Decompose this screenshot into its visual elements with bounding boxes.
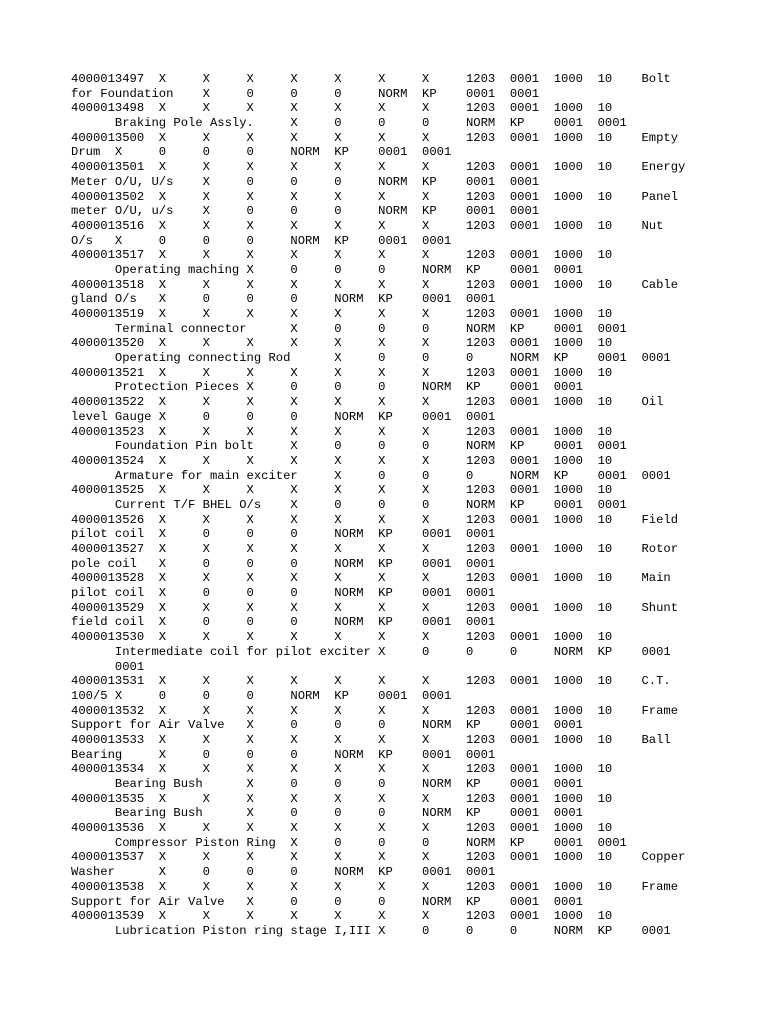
listing-line: 4000013498 X X X X X X X 1203 0001 1000 10: [71, 101, 613, 116]
listing-line: 4000013517 X X X X X X X 1203 0001 1000 10: [71, 248, 613, 263]
listing-line: 4000013521 X X X X X X X 1203 0001 1000 10: [71, 365, 613, 380]
listing-line: Bearing Bush X 0 0 0 NORM KP 0001 0001: [71, 806, 583, 821]
listing-line: Compressor Piston Ring X 0 0 0 NORM KP 0001 0001: [71, 835, 627, 850]
listing-line: 4000013536 X X X X X X X 1203 0001 1000 10: [71, 821, 613, 836]
listing-line: pilot coil X 0 0 0 NORM KP 0001 0001: [71, 527, 496, 542]
listing-line: O/s X 0 0 0 NORM KP 0001 0001: [71, 233, 452, 248]
listing-line: pilot coil X 0 0 0 NORM KP 0001 0001: [71, 586, 496, 601]
listing-line: 4000013535 X X X X X X X 1203 0001 1000 10: [71, 791, 613, 806]
listing-line: Foundation Pin bolt X 0 0 0 NORM KP 0001 0001: [71, 439, 627, 454]
listing-line: Intermediate coil for pilot exciter X 0 0 0 NORM KP 0001: [71, 644, 671, 659]
listing-line: Protection Pieces X 0 0 0 NORM KP 0001 0001: [71, 380, 583, 395]
listing-line: meter O/U, u/s X 0 0 0 NORM KP 0001 0001: [71, 204, 540, 219]
material-listing: [71, 72, 685, 939]
listing-line: 4000013518 X X X X X X X 1203 0001 1000 10 Cable: [71, 277, 679, 292]
listing-line: 4000013524 X X X X X X X 1203 0001 1000 10: [71, 453, 613, 468]
listing-line: 4000013522 X X X X X X X 1203 0001 1000 10 Oil: [71, 395, 664, 410]
listing-line: Current T/F BHEL O/s X 0 0 0 NORM KP 0001 0001: [71, 497, 627, 512]
listing-line: Operating connecting Rod X 0 0 0 NORM KP 0001 0001: [71, 351, 671, 366]
listing-line: 4000013527 X X X X X X X 1203 0001 1000 10 Rotor: [71, 542, 679, 556]
listing-line: 4000013516 X X X X X X X 1203 0001 1000 10 Nut: [71, 218, 664, 233]
listing-line: Bearing Bush X 0 0 0 NORM KP 0001 0001: [71, 777, 583, 791]
listing-line: Washer X 0 0 0 NORM KP 0001 0001: [71, 865, 496, 880]
listing-line: Support for Air Valve X 0 0 0 NORM KP 0001 0001: [71, 718, 583, 733]
listing-line: 4000013528 X X X X X X X 1203 0001 1000 10 Main: [71, 571, 671, 586]
listing-line: Terminal connector X 0 0 0 NORM KP 0001 0001: [71, 321, 627, 336]
listing-line: 4000013539 X X X X X X X 1203 0001 1000 10: [71, 909, 613, 924]
listing-line: 4000013525 X X X X X X X 1203 0001 1000 10: [71, 483, 613, 498]
listing-line: pole coil X 0 0 0 NORM KP 0001 0001: [71, 556, 496, 571]
listing-line: Braking Pole Assly. X 0 0 0 NORM KP 0001 0001: [71, 116, 627, 131]
listing-line: Lubrication Piston ring stage I,III X 0 0 0 NORM KP 0001: [71, 923, 671, 938]
listing-line: Armature for main exciter X 0 0 0 NORM KP 0001 0001: [71, 468, 671, 483]
listing-line: 4000013529 X X X X X X X 1203 0001 1000 10 Shunt: [71, 600, 679, 615]
listing-line: 4000013530 X X X X X X X 1203 0001 1000 10: [71, 630, 613, 645]
listing-line: 4000013533 X X X X X X X 1203 0001 1000 10 Ball: [71, 732, 671, 747]
listing-line: 4000013538 X X X X X X X 1203 0001 1000 10 Frame: [71, 879, 679, 894]
listing-line: 4000013519 X X X X X X X 1203 0001 1000 10: [71, 307, 613, 321]
listing-line: 0001: [71, 659, 145, 674]
listing-line: Operating maching X 0 0 0 NORM KP 0001 0001: [71, 262, 583, 277]
listing-line: level Gauge X 0 0 0 NORM KP 0001 0001: [71, 409, 496, 424]
listing-line: 4000013502 X X X X X X X 1203 0001 1000 10 Panel: [71, 189, 679, 204]
listing-line: field coil X 0 0 0 NORM KP 0001 0001: [71, 615, 496, 630]
listing-line: 4000013526 X X X X X X X 1203 0001 1000 10 Field: [71, 512, 679, 527]
listing-line: 4000013534 X X X X X X X 1203 0001 1000 10: [71, 762, 613, 777]
listing-line: 4000013532 X X X X X X X 1203 0001 1000 10 Frame: [71, 703, 679, 718]
listing-line: 4000013537 X X X X X X X 1203 0001 1000 10 Copper: [71, 850, 686, 865]
listing-line: 4000013531 X X X X X X X 1203 0001 1000 10 C.T.: [71, 674, 671, 689]
listing-line: Drum X 0 0 0 NORM KP 0001 0001: [71, 145, 452, 160]
listing-line: 100/5 X 0 0 0 NORM KP 0001 0001: [71, 688, 452, 703]
listing-line: 4000013520 X X X X X X X 1203 0001 1000 10: [71, 336, 613, 351]
listing-line: 4000013501 X X X X X X X 1203 0001 1000 10 Energy: [71, 160, 686, 175]
listing-line: 4000013497 X X X X X X X 1203 0001 1000 10 Bolt: [71, 72, 671, 86]
listing-line: Meter O/U, U/s X 0 0 0 NORM KP 0001 0001: [71, 174, 540, 189]
listing-line: 4000013500 X X X X X X X 1203 0001 1000 10 Empty: [71, 130, 679, 145]
listing-line: Support for Air Valve X 0 0 0 NORM KP 0001 0001: [71, 894, 583, 909]
listing-line: 4000013523 X X X X X X X 1203 0001 1000 10: [71, 424, 613, 439]
listing-line: gland O/s X 0 0 0 NORM KP 0001 0001: [71, 292, 496, 307]
listing-line: Bearing X 0 0 0 NORM KP 0001 0001: [71, 747, 496, 762]
listing-line: for Foundation X 0 0 0 NORM KP 0001 0001: [71, 86, 540, 101]
